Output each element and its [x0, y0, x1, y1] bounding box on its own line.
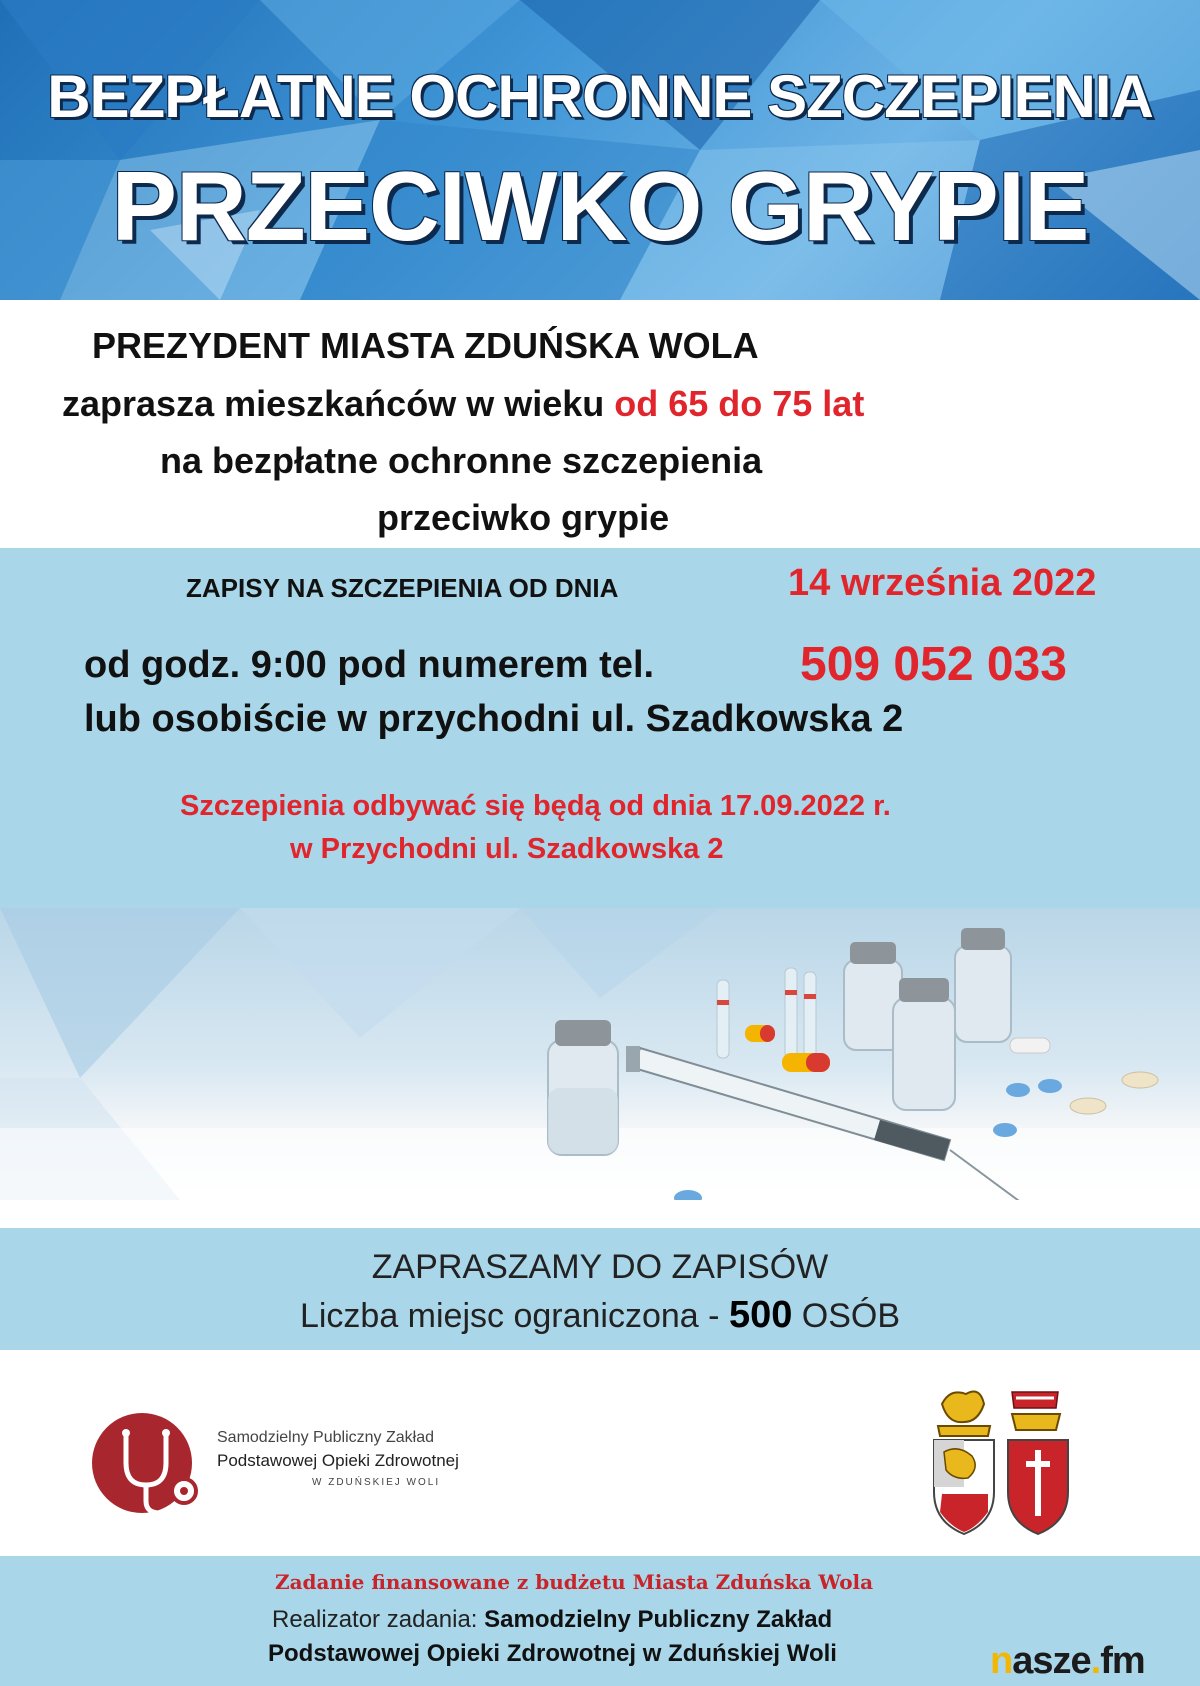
- coats-of-arms: [928, 1382, 1076, 1538]
- title-line-1: BEZPŁATNE OCHRONNE SZCZEPIENIA: [47, 63, 1153, 130]
- vial-icon: [955, 928, 1011, 1042]
- vial-icon: [893, 978, 955, 1110]
- realizer-line-1: [272, 1606, 832, 1634]
- invitation-line-3: na bezpłatne ochronne szczepienia: [160, 440, 763, 481]
- clinic-logo: [86, 1405, 216, 1520]
- footer-band: [0, 1556, 1200, 1686]
- realizer-name-1: Samodzielny Publiczny Zakład: [484, 1606, 833, 1633]
- header-banner: [0, 0, 1200, 300]
- seat-limit-suffix: OSÓB: [801, 1297, 901, 1335]
- phone-prefix: od godz. 9:00 pod numerem tel.: [84, 644, 655, 686]
- registration-band: [0, 548, 1200, 908]
- vaccine-photo: [0, 908, 1200, 1200]
- nasze-fm-logo: [990, 1640, 1145, 1683]
- registration-label: ZAPISY NA SZCZEPIENIA OD DNIA: [186, 573, 619, 603]
- invitation-line-1: PREZYDENT MIASTA ZDUŃSKA WOLA: [92, 325, 759, 366]
- brand-n: n: [990, 1640, 1013, 1682]
- invitation-line-2: [62, 383, 864, 425]
- brand-dot: .: [1090, 1640, 1101, 1682]
- brand-rest: asze: [1012, 1640, 1091, 1682]
- vaccination-line-1: Szczepienia odbywać się będą od dnia 17.09.2022 r.: [180, 790, 891, 822]
- realizer-name-2: Podstawowej Opieki Zdrowotnej w Zduńskiej Woli: [268, 1640, 837, 1667]
- funding-note: Zadanie finansowane z budżetu Miasta Zduńska Wola: [275, 1570, 874, 1594]
- seat-limit-number: 500: [728, 1294, 793, 1336]
- ampoule-icon: [717, 968, 816, 1058]
- invitation-line-2-prefix: zaprasza mieszkańców w wieku: [62, 383, 605, 424]
- brand-fm: fm: [1100, 1640, 1145, 1682]
- clinic-name-line-2: Podstawowej Opieki Zdrowotnej: [217, 1451, 459, 1470]
- clinic-name-line-1: Samodzielny Publiczny Zakład: [217, 1429, 434, 1446]
- vaccine-illustration: [0, 908, 1200, 1200]
- registration-date: 14 września 2022: [788, 562, 1097, 604]
- clinic-name-line-3: W ZDUŃSKIEJ WOLI: [312, 1477, 441, 1488]
- in-person-line: lub osobiście w przychodni ul. Szadkowska 2: [84, 698, 904, 740]
- vial-icon: [548, 1020, 618, 1155]
- phone-number: 509 052 033: [800, 638, 1067, 691]
- invite-band: [0, 1228, 1200, 1350]
- lion-coat-of-arms-icon: [934, 1392, 994, 1534]
- seat-limit-prefix: Liczba miejsc ograniczona -: [299, 1297, 720, 1335]
- title-line-2: PRZECIWKO GRYPIE: [111, 151, 1089, 261]
- invite-title: ZAPRASZAMY DO ZAPISÓW: [371, 1248, 829, 1286]
- sword-coat-of-arms-icon: [1008, 1392, 1068, 1534]
- stethoscope-icon: [86, 1405, 216, 1520]
- vaccination-line-2: w Przychodni ul. Szadkowska 2: [290, 833, 724, 865]
- realizer-line-2: [268, 1640, 837, 1668]
- age-range: od 65 do 75 lat: [614, 383, 865, 424]
- realizer-prefix: Realizator zadania:: [272, 1606, 478, 1633]
- seat-limit: [0, 1294, 1200, 1337]
- invitation-line-4: przeciwko grypie: [377, 497, 670, 538]
